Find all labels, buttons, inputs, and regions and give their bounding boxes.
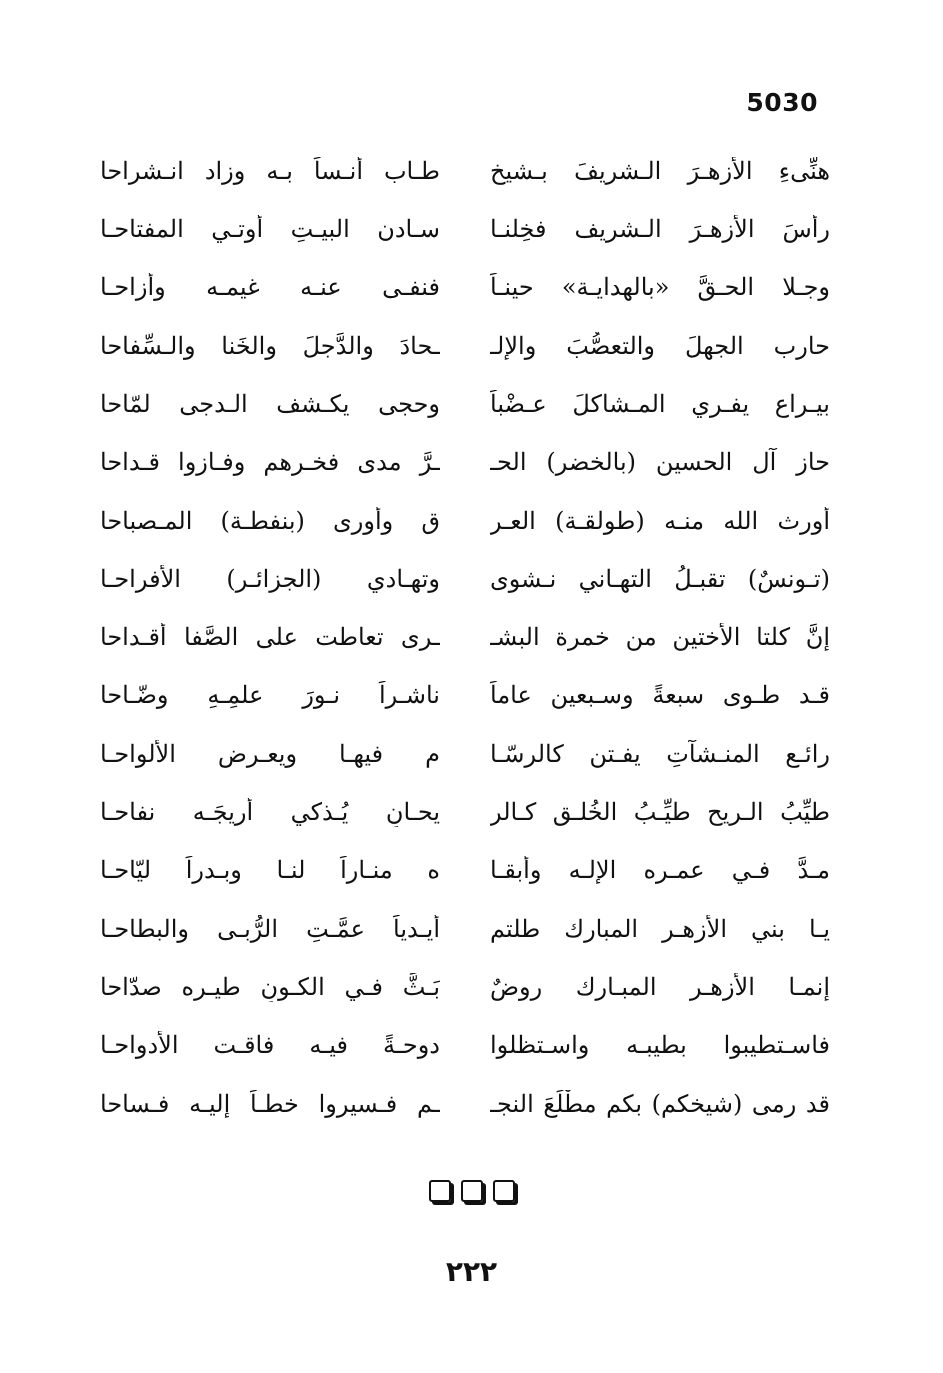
verse-line <box>100 375 830 433</box>
first-hemistich: (تـونسٌ) تقبـلُ التهـاني نـشوى <box>490 564 830 593</box>
second-hemistich: يحـانِ يُـذكي أريجَـه نفاحـا <box>100 798 440 827</box>
verse-line <box>100 1016 830 1074</box>
first-hemistich: وجـلا الحـقَّ «بالهدايـة» حينـاً <box>490 273 830 302</box>
first-hemistich: إنمـا الأزهـر المبـارك روضٌ <box>490 972 830 1001</box>
verse-line <box>100 667 830 725</box>
second-hemistich: ـرى تعاطت على الصَّفا أقـداحا <box>100 623 440 652</box>
poem <box>100 142 830 1133</box>
second-hemistich: م فيهـا ويعـرض الألواحـا <box>100 739 440 768</box>
first-hemistich: قد رمى (شيخكم) بكم مطْلَعَ النجـ <box>490 1089 830 1118</box>
verse-line <box>100 259 830 317</box>
second-hemistich: ق وأورى (بنفطـة) المـصباحا <box>100 506 440 535</box>
first-hemistich: مـدَّ فـي عمـره الإلـه وأبقـا <box>490 856 830 885</box>
second-hemistich: سـادن البيـتِ أوتـي المفتاحـا <box>100 215 440 244</box>
second-hemistich: وتهـادي (الجزائـر) الأفراحـا <box>100 564 440 593</box>
verse-line <box>100 317 830 375</box>
second-hemistich: وحجى يكـشف الـدجى لمّاحا <box>100 389 440 418</box>
second-hemistich: طـاب أنـساً بـه وزاد انـشراحا <box>100 156 440 185</box>
first-hemistich: هنِّىءِ الأزهـرَ الـشريفَ بـشيخٍ <box>490 156 830 185</box>
page-number: ٢٢٢ <box>445 1255 498 1288</box>
verse-line <box>100 958 830 1016</box>
verse-line <box>100 608 830 666</box>
first-hemistich: طيِّبُ الـريحِ طيِّـبُ الخُلـق كـالر <box>490 798 830 827</box>
first-hemistich: إنَّ كلتا الأختين من خمرة البشـ <box>490 623 830 652</box>
verse-line <box>100 433 830 491</box>
second-hemistich: ـم فـسيروا خطـاً إليـه فـساحا <box>100 1089 440 1118</box>
verse-line <box>100 550 830 608</box>
ornament-square-icon <box>429 1180 451 1202</box>
second-hemistich: بَـثَّ فـي الكـونِ طيـره صدّاحا <box>100 972 440 1001</box>
second-hemistich: ـرَّ مدى فخـرهم وفـازوا قـداحا <box>100 448 440 477</box>
first-hemistich: حاز آل الحسين (بالخضر) الحـ <box>490 448 830 477</box>
verse-line <box>100 725 830 783</box>
first-hemistich: رأسَ الأزهـرَ الـشريف فخِلنـا <box>490 215 830 244</box>
page-id: 5030 <box>746 88 818 117</box>
first-hemistich: فاسـتطيبوا بطيبـه واسـتظلوا <box>490 1031 830 1060</box>
second-hemistich: دوحـةً فيـه فاقـت الأدواحـا <box>100 1031 440 1060</box>
verse-line <box>100 142 830 200</box>
first-hemistich: أورث الله منـه (طولقـة) العـر <box>490 506 830 535</box>
first-hemistich: بيـراعٍ يفـري المـشاكلَ عـضْباً <box>490 389 830 418</box>
first-hemistich: قـد طـوى سبعةً وسـبعين عاماً <box>490 681 830 710</box>
second-hemistich: ناشـراً نـورَ علمِـهِ وضّـاحا <box>100 681 440 710</box>
ornament-square-icon <box>461 1180 483 1202</box>
verse-line <box>100 783 830 841</box>
verse-line <box>100 492 830 550</box>
verse-line <box>100 842 830 900</box>
first-hemistich: حارب الجهلَ والتعصُّبَ والإلـ <box>490 331 830 360</box>
second-hemistich: فنفـى عنـه غيمـه وأزاحـا <box>100 273 440 302</box>
verse-line <box>100 900 830 958</box>
second-hemistich: ه منـاراً لنـا وبـدراً ليّاحـا <box>100 856 440 885</box>
verse-line <box>100 200 830 258</box>
first-hemistich: يـا بني الأزهـر المبارك طلتم <box>490 914 830 943</box>
section-end-ornament <box>0 1180 943 1202</box>
second-hemistich: ـحادَ والدَّجلَ والخَنا والـسِّفاحا <box>100 331 440 360</box>
second-hemistich: أيـدياً عمَّـتِ الرُّبـى والبطاحـا <box>100 914 440 943</box>
first-hemistich: رائـع المنـشآتِ يفـتن كالرسّـا <box>490 739 830 768</box>
ornament-square-icon <box>493 1180 515 1202</box>
verse-line <box>100 1075 830 1133</box>
